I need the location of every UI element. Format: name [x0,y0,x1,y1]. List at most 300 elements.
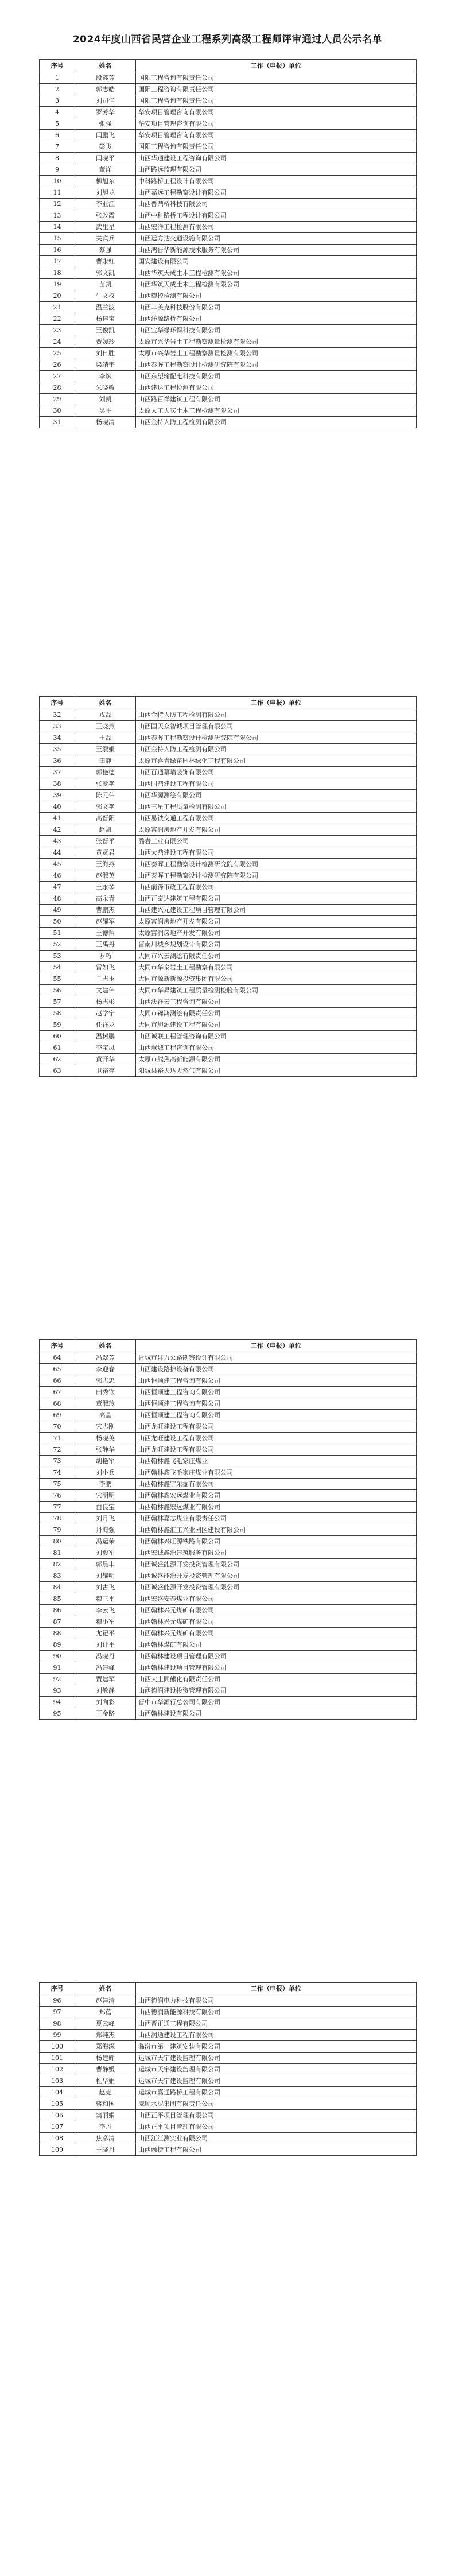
work-unit: 山西百通幕墙装饰有限公司 [136,767,417,778]
table-row [40,325,417,336]
table-row [40,95,417,107]
person-name: 王海燕 [75,859,136,870]
table-row [40,405,417,417]
work-unit: 山西大土同熊化有限责任公司 [136,1674,417,1685]
person-name: 高晶 [75,1410,136,1421]
person-name: 郭晨丰 [75,1559,136,1570]
row-number: 27 [40,371,75,382]
table-row [40,939,417,951]
table-row [40,1995,417,2007]
table-row [40,130,417,141]
work-unit: 山西沃祥云工程咨询有限公司 [136,996,417,1008]
work-unit: 山西晋正通工程有限公司 [136,2018,417,2030]
person-name: 温兰波 [75,302,136,313]
person-name: 刘古飞 [75,1582,136,1593]
work-unit: 山西融捷工程有限公司 [136,2144,417,2156]
table-row [40,1031,417,1042]
table-row [40,382,417,394]
row-number: 64 [40,1352,75,1364]
person-name: 刘日胜 [75,348,136,359]
person-name: 王德翔 [75,928,136,939]
work-unit: 山西华源测绘有限公司 [136,790,417,801]
table-row [40,199,417,210]
table-row [40,755,417,767]
person-name: 郭志皓 [75,84,136,95]
work-unit: 太原太工天宾土木工程检测有限公司 [136,405,417,417]
work-unit: 山西翰林兴旺源铁路有限公司 [136,1536,417,1547]
work-unit: 山西翰林兴元煤矿有限公司 [136,1628,417,1639]
person-name: 温树鹏 [75,1031,136,1042]
work-unit: 晋中市华源行总公司有限公司 [136,1697,417,1708]
work-unit: 山西宏洋工程检测有限公司 [136,222,417,233]
table-row [40,1479,417,1490]
row-number: 109 [40,2144,75,2156]
row-number: 105 [40,2098,75,2110]
person-name: 窦丽娟 [75,2110,136,2121]
person-name: 郭文艳 [75,801,136,813]
person-name: 武里星 [75,222,136,233]
person-name: 高永青 [75,893,136,905]
table-row [40,1513,417,1524]
row-number: 43 [40,836,75,847]
table-row [40,732,417,744]
person-name: 刘司佳 [75,95,136,107]
person-name: 郑纯杰 [75,2030,136,2041]
work-unit: 运城市天宇建设监理有限公司 [136,2064,417,2075]
work-unit: 山西建兴元建设工程项目管理有限公司 [136,905,417,916]
table-row [40,279,417,290]
person-name: 贾媛玲 [75,336,136,348]
table-row [40,985,417,996]
row-number: 25 [40,348,75,359]
table-row [40,1065,417,1077]
row-number: 40 [40,801,75,813]
row-number: 42 [40,824,75,836]
row-number: 71 [40,1433,75,1444]
work-unit: 山西翰林煤矿有限公司 [136,1639,417,1651]
header-no: 序号 [40,1340,75,1352]
table-row [40,210,417,222]
work-unit: 国阳工程咨询有限责任公司 [136,141,417,153]
work-unit: 山西鸿晋华新能源技术服务有限公司 [136,245,417,256]
person-name: 卫裕存 [75,1065,136,1077]
row-number: 59 [40,1019,75,1031]
work-unit: 国阳工程咨询有限责任公司 [136,95,417,107]
row-number: 36 [40,755,75,767]
person-name: 刘毅军 [75,1547,136,1559]
row-number: 51 [40,928,75,939]
work-unit: 山西国鼎建设工程有限公司 [136,778,417,790]
person-name: 李亚江 [75,199,136,210]
row-number: 68 [40,1398,75,1410]
work-unit: 山西恒顺建工程咨询有限公司 [136,1387,417,1398]
table-row [40,348,417,359]
person-name: 蔡强 [75,245,136,256]
work-unit: 山西慧城工程咨询有限公司 [136,1042,417,1054]
person-name: 苗凯 [75,279,136,290]
person-name: 董淑玲 [75,1398,136,1410]
work-unit: 山西翰林兴元煤矿有限公司 [136,1616,417,1628]
row-number: 61 [40,1042,75,1054]
person-name: 关宾兵 [75,233,136,245]
table-row [40,313,417,325]
table-row [40,790,417,801]
work-unit: 太原市兴华岩土工程勘察测量检测有限公司 [136,348,417,359]
row-number: 24 [40,336,75,348]
person-name: 王禹丹 [75,939,136,951]
work-unit: 晋城市群力公路勘察设计有限公司 [136,1352,417,1364]
row-number: 98 [40,2018,75,2030]
row-number: 5 [40,118,75,130]
work-unit: 山西宝华绿环保科技有限公司 [136,325,417,336]
table-row [40,118,417,130]
table-row [40,1421,417,1433]
header-unit: 工作（申报）单位 [136,1340,417,1352]
table-row [40,141,417,153]
row-number: 86 [40,1605,75,1616]
row-number: 60 [40,1031,75,1042]
person-name: 焦彦清 [75,2133,136,2144]
row-number: 99 [40,2030,75,2041]
work-unit: 大同市源新新源投资集团有限公司 [136,973,417,985]
table-row [40,1524,417,1536]
row-number: 82 [40,1559,75,1570]
work-unit: 山西恒顺建工程咨询有限公司 [136,1410,417,1421]
table-row [40,2098,417,2110]
person-name: 王金路 [75,1708,136,1720]
table-row [40,290,417,302]
row-number: 52 [40,939,75,951]
table-row [40,107,417,118]
work-unit: 大同市旭源建设工程有限公司 [136,1019,417,1031]
row-number: 16 [40,245,75,256]
row-number: 55 [40,973,75,985]
table-row [40,928,417,939]
work-unit: 山西翰林建设有限公司 [136,1708,417,1720]
person-name: 黄贤君 [75,847,136,859]
work-unit: 太原市喜青绿苗园林绿化工程有限公司 [136,755,417,767]
row-number: 76 [40,1490,75,1502]
header-name: 姓名 [75,697,136,709]
person-name: 刘旭龙 [75,187,136,199]
work-unit: 山西翰林鑫飞毛家庄煤业有限公司 [136,1467,417,1479]
table-row [40,1433,417,1444]
roster-table-page-2 [39,696,417,1077]
table-row [40,1559,417,1570]
table-row [40,1398,417,1410]
work-unit: 山西龙旺建设工程有限公司 [136,1433,417,1444]
work-unit: 山西翰林鑫宏远煤业有限公司 [136,1490,417,1502]
work-unit: 运城市天宇建设监理有限公司 [136,2053,417,2064]
row-number: 46 [40,870,75,882]
person-name: 刘小兵 [75,1467,136,1479]
row-number: 107 [40,2121,75,2133]
table-row [40,1547,417,1559]
person-name: 张静华 [75,1444,136,1456]
work-unit: 山西华筑天成土木工程检测有限公司 [136,267,417,279]
row-number: 26 [40,359,75,371]
work-unit: 中科路桥工程设计有限公司 [136,176,417,187]
row-number: 2 [40,84,75,95]
table-header-row [40,1340,417,1352]
row-number: 1 [40,72,75,84]
row-number: 77 [40,1502,75,1513]
work-unit: 山西诚盛能源开发投资管理有限公司 [136,1570,417,1582]
row-number: 48 [40,893,75,905]
table-row [40,1042,417,1054]
row-number: 84 [40,1582,75,1593]
row-number: 50 [40,916,75,928]
table-row [40,1639,417,1651]
row-number: 28 [40,382,75,394]
person-name: 刘凯 [75,394,136,405]
work-unit: 山西嘉远工程勘察设计有限公司 [136,187,417,199]
row-number: 103 [40,2075,75,2087]
row-number: 14 [40,222,75,233]
person-name: 赵淑英 [75,870,136,882]
person-name: 高晋阳 [75,813,136,824]
work-unit: 山西东望输配电科技有限公司 [136,371,417,382]
work-unit: 国阳工程咨询有限责任公司 [136,72,417,84]
person-name: 王淑娟 [75,744,136,755]
table-header-row [40,60,417,72]
table-row [40,847,417,859]
table-row [40,233,417,245]
work-unit: 山西华筑天成土木工程检测有限公司 [136,279,417,290]
person-name: 赵学宁 [75,1008,136,1019]
table-row [40,1697,417,1708]
person-name: 李宝凤 [75,1042,136,1054]
work-unit: 山西国天众智诚项目管理有限公司 [136,721,417,732]
person-name: 张强 [75,118,136,130]
row-number: 31 [40,417,75,428]
person-name: 魏三平 [75,1593,136,1605]
table-row [40,1570,417,1582]
row-number: 67 [40,1387,75,1398]
table-row [40,1708,417,1720]
table-row [40,801,417,813]
row-number: 58 [40,1008,75,1019]
person-name: 杨晓清 [75,417,136,428]
work-unit: 山西江江测实业有限公司 [136,2133,417,2144]
work-unit: 山西翰林嘉志煤业有限责任公司 [136,1513,417,1524]
person-name: 田静 [75,755,136,767]
row-number: 3 [40,95,75,107]
table-row [40,1490,417,1502]
row-number: 79 [40,1524,75,1536]
table-row [40,1651,417,1662]
table-row [40,371,417,382]
row-number: 91 [40,1662,75,1674]
row-number: 56 [40,985,75,996]
work-unit: 山西诚联工程管理咨询有限公司 [136,1031,417,1042]
table-row [40,1467,417,1479]
table-row [40,996,417,1008]
table-row [40,962,417,973]
work-unit: 山西大鼎建设工程有限公司 [136,847,417,859]
row-number: 17 [40,256,75,267]
row-number: 44 [40,847,75,859]
page-title: 2024年度山西省民营企业工程系列高级工程师评审通过人员公示名单 [72,34,383,45]
table-row [40,744,417,755]
table-row [40,2121,417,2133]
work-unit: 山西三星工程质量检测有限公司 [136,801,417,813]
person-name: 赵凯 [75,824,136,836]
row-number: 19 [40,279,75,290]
row-number: 11 [40,187,75,199]
person-name: 柳旭东 [75,176,136,187]
table-row [40,187,417,199]
row-number: 10 [40,176,75,187]
table-row [40,1593,417,1605]
work-unit: 山西建达工程检测有限公司 [136,382,417,394]
work-unit: 山西远方达交通设施有限公司 [136,233,417,245]
row-number: 94 [40,1697,75,1708]
person-name: 王晓燕 [75,721,136,732]
work-unit: 山西中科路桥工程设计有限公司 [136,210,417,222]
person-name: 白良宝 [75,1502,136,1513]
person-name: 杨佳宝 [75,313,136,325]
table-row [40,2030,417,2041]
person-name: 李鹏 [75,1479,136,1490]
work-unit: 山西宏盛安泰煤业有限公司 [136,1593,417,1605]
table-row [40,176,417,187]
roster-table-page-1 [39,59,417,428]
table-row [40,1364,417,1375]
person-name: 闫晓平 [75,153,136,164]
table-row [40,394,417,405]
work-unit: 太原市兴华岩土工程勘察测量检测有限公司 [136,336,417,348]
row-number: 73 [40,1456,75,1467]
work-unit: 晋南川城乡规划设计有限公司 [136,939,417,951]
row-number: 37 [40,767,75,778]
row-number: 23 [40,325,75,336]
row-number: 72 [40,1444,75,1456]
row-number: 13 [40,210,75,222]
person-name: 冯建峰 [75,1662,136,1674]
row-number: 96 [40,1995,75,2007]
table-row [40,1502,417,1513]
person-name: 丹海强 [75,1524,136,1536]
table-row [40,2144,417,2156]
work-unit: 山西路远监理有限公司 [136,164,417,176]
work-unit: 山西恒顺建工程咨询有限公司 [136,1398,417,1410]
person-name: 张改霞 [75,210,136,222]
person-name: 冯翠芳 [75,1352,136,1364]
table-row [40,973,417,985]
roster-table-page-4 [39,1982,417,2156]
person-name: 戎磊 [75,709,136,721]
table-row [40,1054,417,1065]
person-name: 刘计平 [75,1639,136,1651]
person-name: 刘耀明 [75,1570,136,1582]
work-unit: 华安项目管理咨询有限公司 [136,130,417,141]
header-name: 姓名 [75,1340,136,1352]
person-name: 王俊凯 [75,325,136,336]
person-name: 杨晓英 [75,1433,136,1444]
work-unit: 山西德润新能源科技有限公司 [136,2007,417,2018]
row-number: 100 [40,2041,75,2053]
person-name: 文建伟 [75,985,136,996]
work-unit: 山西恒顺建工程咨询有限公司 [136,1375,417,1387]
row-number: 15 [40,233,75,245]
table-row [40,1008,417,1019]
work-unit: 山西华通建设工程咨询有限公司 [136,153,417,164]
row-number: 32 [40,709,75,721]
person-name: 张晋平 [75,836,136,847]
work-unit: 山西龙旺建设工程有限公司 [136,1444,417,1456]
row-number: 69 [40,1410,75,1421]
person-name: 尤记平 [75,1628,136,1639]
person-name: 胡艳军 [75,1456,136,1467]
table-row [40,336,417,348]
person-name: 杨建辉 [75,2053,136,2064]
table-row [40,1674,417,1685]
person-name: 赵建清 [75,1995,136,2007]
table-row [40,1616,417,1628]
person-name: 王晓丹 [75,2144,136,2156]
person-name: 罗巧 [75,951,136,962]
table-row [40,153,417,164]
work-unit: 山西金特人防工程检测有限公司 [136,744,417,755]
header-unit: 工作（申报）单位 [136,1983,417,1995]
row-number: 80 [40,1536,75,1547]
person-name: 田秀钦 [75,1387,136,1398]
person-name: 牛文权 [75,290,136,302]
person-name: 兰志玉 [75,973,136,985]
row-number: 70 [40,1421,75,1433]
row-number: 38 [40,778,75,790]
row-number: 35 [40,744,75,755]
row-number: 102 [40,2064,75,2075]
row-number: 45 [40,859,75,870]
table-row [40,2087,417,2098]
row-number: 101 [40,2053,75,2064]
table-row [40,893,417,905]
row-number: 66 [40,1375,75,1387]
table-row [40,1387,417,1398]
table-row [40,2075,417,2087]
person-name: 宋明明 [75,1490,136,1502]
work-unit: 山西诚盛能源开发投资管理有限公司 [136,1582,417,1593]
row-number: 65 [40,1364,75,1375]
work-unit: 山西金特人防工程检测有限公司 [136,417,417,428]
person-name: 张爱艳 [75,778,136,790]
work-unit: 山西翰林鑫宏远煤业有限公司 [136,1502,417,1513]
row-number: 4 [40,107,75,118]
table-row [40,951,417,962]
work-unit: 威顺水泥集团有限责任公司 [136,2098,417,2110]
person-name: 梁靖宇 [75,359,136,371]
work-unit: 临汾市第一建筑安装有限公司 [136,2041,417,2053]
work-unit: 山西宏诚鑫源建筑服务有限公司 [136,1547,417,1559]
row-number: 85 [40,1593,75,1605]
table-row [40,2064,417,2075]
table-row [40,2053,417,2064]
work-unit: 阳城县裕天达天然气有限公司 [136,1065,417,1077]
table-row [40,905,417,916]
row-number: 53 [40,951,75,962]
person-name: 朱晓敏 [75,382,136,394]
work-unit: 山西建设路护设备有限公司 [136,1364,417,1375]
person-name: 冯运荣 [75,1536,136,1547]
work-unit: 大同市兴云测绘有限责任公司 [136,951,417,962]
row-number: 81 [40,1547,75,1559]
work-unit: 山西路百祥建筑工程有限公司 [136,394,417,405]
row-number: 57 [40,996,75,1008]
work-unit: 山西翰林建设项目管理有限公司 [136,1651,417,1662]
person-name: 赵克 [75,2087,136,2098]
